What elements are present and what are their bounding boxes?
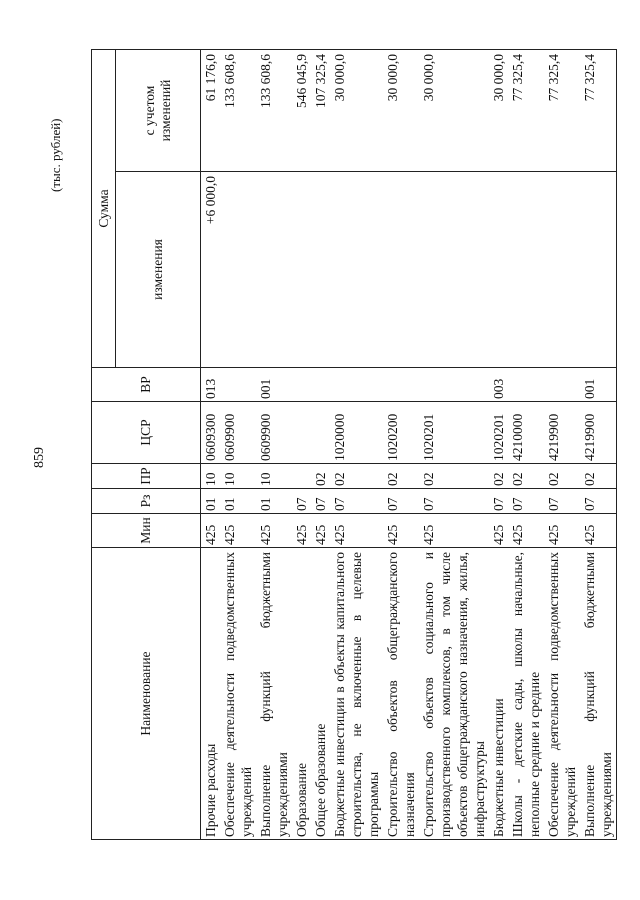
table-body bbox=[201, 49, 617, 839]
table-row bbox=[419, 49, 489, 839]
header-vr: ВР bbox=[92, 368, 201, 402]
cell-pr: 10 bbox=[220, 464, 256, 489]
cell-name: Выполнение функций бюджетными учреждениями bbox=[256, 548, 292, 840]
cell-vr: 003 bbox=[489, 368, 508, 402]
cell-change bbox=[220, 172, 256, 368]
cell-vr bbox=[508, 368, 544, 402]
cell-name: Обеспечение деятельности подведомственных учреждений bbox=[220, 548, 256, 840]
cell-total: 30 000,0 bbox=[489, 49, 508, 171]
cell-csr: 4210000 bbox=[508, 402, 544, 464]
table-row bbox=[256, 49, 292, 839]
cell-total: 77 325,4 bbox=[508, 49, 544, 171]
cell-min: 425 bbox=[311, 514, 330, 548]
cell-total: 77 325,4 bbox=[580, 49, 617, 171]
cell-change bbox=[544, 172, 580, 368]
cell-pr: 02 bbox=[489, 464, 508, 489]
cell-name: Общее образование bbox=[311, 548, 330, 840]
header-sum: Сумма bbox=[92, 49, 116, 367]
cell-rz: 07 bbox=[383, 489, 419, 514]
cell-rz: 07 bbox=[508, 489, 544, 514]
table-row bbox=[544, 49, 580, 839]
cell-vr bbox=[311, 368, 330, 402]
cell-csr: 0609900 bbox=[256, 402, 292, 464]
cell-min: 425 bbox=[330, 514, 383, 548]
cell-change bbox=[580, 172, 617, 368]
cell-rz: 01 bbox=[256, 489, 292, 514]
table-row bbox=[580, 49, 617, 839]
cell-vr: 001 bbox=[580, 368, 617, 402]
header-name: Наименование bbox=[92, 548, 201, 840]
table-row bbox=[292, 49, 311, 839]
cell-min: 425 bbox=[489, 514, 508, 548]
cell-total: 77 325,4 bbox=[544, 49, 580, 171]
cell-min: 425 bbox=[201, 514, 221, 548]
cell-total: 30 000,0 bbox=[419, 49, 489, 171]
cell-total: 30 000,0 bbox=[330, 49, 383, 171]
header-rz: Рз bbox=[92, 489, 201, 514]
cell-rz: 01 bbox=[201, 489, 221, 514]
cell-name: Выполнение функций бюджетными учреждениями bbox=[580, 548, 617, 840]
header-change: изменения bbox=[116, 172, 201, 368]
cell-vr bbox=[220, 368, 256, 402]
cell-pr: 02 bbox=[544, 464, 580, 489]
cell-change bbox=[256, 172, 292, 368]
cell-csr: 1020200 bbox=[383, 402, 419, 464]
cell-csr: 4219900 bbox=[544, 402, 580, 464]
cell-name: Строительство объектов общегражданского назначения bbox=[383, 548, 419, 840]
cell-vr bbox=[330, 368, 383, 402]
cell-vr bbox=[383, 368, 419, 402]
cell-vr bbox=[419, 368, 489, 402]
cell-pr bbox=[292, 464, 311, 489]
cell-pr: 02 bbox=[508, 464, 544, 489]
rotated-content bbox=[32, 50, 614, 840]
table-row bbox=[330, 49, 383, 839]
cell-name: Школы - детские сады, школы начальные, неполные средние и средние bbox=[508, 548, 544, 840]
cell-name: Бюджетные инвестиции в объекты капитального строительства, не включенные в целевые программы bbox=[330, 548, 383, 840]
cell-csr: 4219900 bbox=[580, 402, 617, 464]
units-label: (тыс. рублей) bbox=[48, 118, 63, 192]
cell-vr bbox=[544, 368, 580, 402]
cell-total: 546 045,9 bbox=[292, 49, 311, 171]
cell-csr bbox=[311, 402, 330, 464]
cell-rz: 07 bbox=[311, 489, 330, 514]
cell-change: +6 000,0 bbox=[201, 172, 221, 368]
cell-min: 425 bbox=[544, 514, 580, 548]
cell-total: 133 608,6 bbox=[220, 49, 256, 171]
cell-rz: 01 bbox=[220, 489, 256, 514]
header-min: Мин bbox=[92, 514, 201, 548]
cell-vr: 013 bbox=[201, 368, 221, 402]
table-row bbox=[489, 49, 508, 839]
cell-pr: 02 bbox=[330, 464, 383, 489]
cell-pr: 02 bbox=[311, 464, 330, 489]
table-row bbox=[201, 49, 221, 839]
cell-min: 425 bbox=[419, 514, 489, 548]
header-pr: ПР bbox=[92, 464, 201, 489]
cell-total: 107 325,4 bbox=[311, 49, 330, 171]
cell-total: 61 176,0 bbox=[201, 49, 221, 171]
cell-total: 30 000,0 bbox=[383, 49, 419, 171]
cell-min: 425 bbox=[292, 514, 311, 548]
cell-pr: 02 bbox=[580, 464, 617, 489]
cell-csr: 1020000 bbox=[330, 402, 383, 464]
cell-pr: 10 bbox=[201, 464, 221, 489]
cell-change bbox=[330, 172, 383, 368]
cell-name: Бюджетные инвестиции bbox=[489, 548, 508, 840]
cell-change bbox=[311, 172, 330, 368]
cell-rz: 07 bbox=[292, 489, 311, 514]
cell-change bbox=[489, 172, 508, 368]
header-csr: ЦСР bbox=[92, 402, 201, 464]
cell-min: 425 bbox=[256, 514, 292, 548]
page-number: 859 bbox=[32, 447, 47, 468]
cell-min: 425 bbox=[508, 514, 544, 548]
cell-min: 425 bbox=[383, 514, 419, 548]
cell-vr: 001 bbox=[256, 368, 292, 402]
cell-rz: 07 bbox=[489, 489, 508, 514]
cell-pr: 02 bbox=[383, 464, 419, 489]
table-row bbox=[508, 49, 544, 839]
cell-rz: 07 bbox=[419, 489, 489, 514]
table-row bbox=[383, 49, 419, 839]
cell-total: 133 608,6 bbox=[256, 49, 292, 171]
cell-rz: 07 bbox=[544, 489, 580, 514]
table-row bbox=[311, 49, 330, 839]
cell-rz: 07 bbox=[330, 489, 383, 514]
cell-csr: 0609900 bbox=[220, 402, 256, 464]
cell-change bbox=[292, 172, 311, 368]
cell-csr: 1020201 bbox=[419, 402, 489, 464]
cell-csr: 0609300 bbox=[201, 402, 221, 464]
cell-min: 425 bbox=[580, 514, 617, 548]
cell-vr bbox=[292, 368, 311, 402]
cell-pr: 02 bbox=[419, 464, 489, 489]
cell-name: Обеспечение деятельности подведомственных учреждений bbox=[544, 548, 580, 840]
cell-name: Образование bbox=[292, 548, 311, 840]
cell-csr: 1020201 bbox=[489, 402, 508, 464]
cell-csr bbox=[292, 402, 311, 464]
header-with-change: с учетом изменений bbox=[116, 49, 201, 171]
cell-change bbox=[508, 172, 544, 368]
table-row bbox=[220, 49, 256, 839]
cell-rz: 07 bbox=[580, 489, 617, 514]
cell-name: Строительство объектов социального и производственного комплексов, в том числе объектов общегражданского назначения, жилья, инфраструктуры bbox=[419, 548, 489, 840]
cell-pr: 10 bbox=[256, 464, 292, 489]
cell-change bbox=[383, 172, 419, 368]
budget-table bbox=[91, 49, 617, 840]
cell-min: 425 bbox=[220, 514, 256, 548]
cell-change bbox=[419, 172, 489, 368]
cell-name: Прочие расходы bbox=[201, 548, 221, 840]
